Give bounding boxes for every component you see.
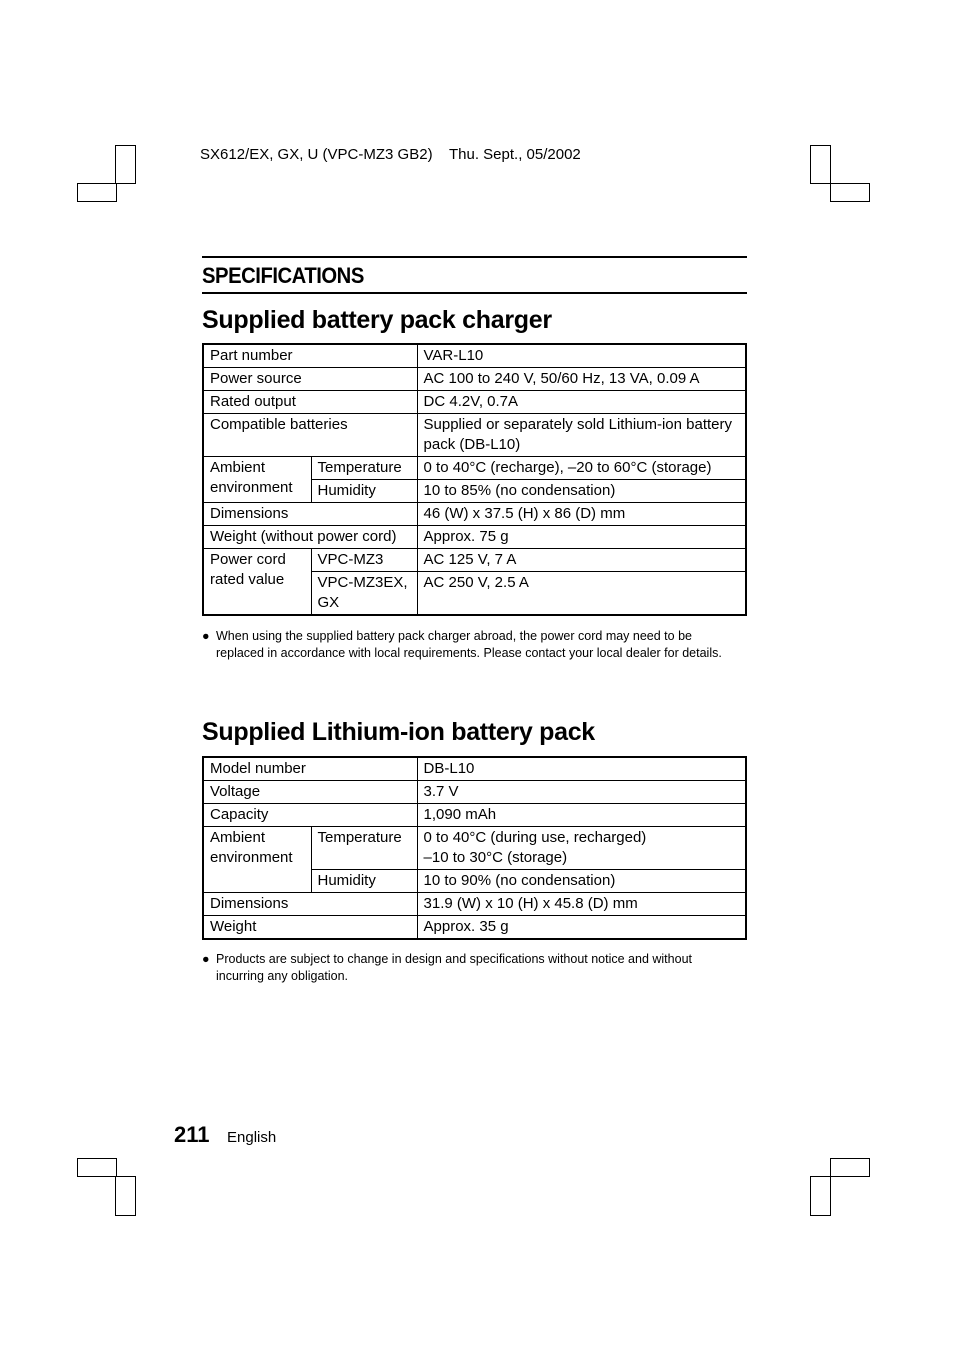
table-row [203, 549, 746, 572]
row-sublabel: Temperature [311, 827, 417, 870]
row-label: Ambient environment [203, 457, 311, 503]
temperature-line: –10 to 30°C (storage) [423, 849, 568, 866]
row-value: DB-L10 [417, 757, 746, 781]
charger-spec-table [202, 343, 747, 616]
table-row [203, 781, 746, 804]
crop-mark [810, 1176, 831, 1216]
row-value: 10 to 85% (no condensation) [417, 480, 746, 503]
table-row [203, 368, 746, 391]
section-title [202, 256, 747, 294]
crop-mark [830, 1158, 870, 1177]
table-row [203, 414, 746, 457]
table-row [203, 757, 746, 781]
row-label: Compatible batteries [203, 414, 417, 457]
crop-mark [115, 1176, 136, 1216]
crop-mark [810, 145, 831, 184]
row-sublabel: Humidity [311, 870, 417, 893]
row-value: AC 100 to 240 V, 50/60 Hz, 13 VA, 0.09 A [417, 368, 746, 391]
row-label: Dimensions [203, 503, 417, 526]
row-value: 31.9 (W) x 10 (H) x 45.8 (D) mm [417, 893, 746, 916]
page-number: 211 [174, 1122, 210, 1147]
row-label: Rated output [203, 391, 417, 414]
row-label: Weight [203, 916, 417, 940]
table-row [203, 804, 746, 827]
row-label: Part number [203, 344, 417, 368]
row-value: 0 to 40°C (recharge), –20 to 60°C (storage) [417, 457, 746, 480]
row-value: DC 4.2V, 0.7A [417, 391, 746, 414]
crop-mark [77, 183, 117, 202]
table-row [203, 344, 746, 368]
charger-note [202, 628, 742, 662]
bullet-icon: ● [202, 629, 210, 643]
row-value: AC 250 V, 2.5 A [417, 572, 746, 616]
row-value: VAR-L10 [417, 344, 746, 368]
row-value: 3.7 V [417, 781, 746, 804]
row-value: 46 (W) x 37.5 (H) x 86 (D) mm [417, 503, 746, 526]
battery-note [202, 951, 742, 985]
row-label: Power cord rated value [203, 549, 311, 616]
header-model: SX612/EX, GX, U (VPC-MZ3 GB2) [200, 146, 433, 163]
table-row [203, 503, 746, 526]
charger-heading: Supplied battery pack charger [202, 306, 552, 334]
row-value: Supplied or separately sold Lithium-ion battery pack (DB-L10) [417, 414, 746, 457]
row-label: Model number [203, 757, 417, 781]
section-title-text: SPECIFICATIONS [202, 263, 364, 288]
row-label: Dimensions [203, 893, 417, 916]
table-row [203, 827, 746, 870]
bullet-icon: ● [202, 952, 210, 966]
row-label: Capacity [203, 804, 417, 827]
row-sublabel: Temperature [311, 457, 417, 480]
crop-mark [830, 183, 870, 202]
row-value: 1,090 mAh [417, 804, 746, 827]
row-value [417, 827, 746, 870]
document-header [200, 146, 581, 163]
battery-heading: Supplied Lithium-ion battery pack [202, 718, 595, 746]
header-date: Thu. Sept., 05/2002 [448, 146, 581, 163]
battery-spec-table [202, 756, 747, 940]
temperature-line: 0 to 40°C (during use, recharged) [423, 829, 647, 846]
row-value: Approx. 75 g [417, 526, 746, 549]
table-row [203, 526, 746, 549]
table-row [203, 457, 746, 480]
row-label: Ambient environment [203, 827, 311, 893]
row-label: Weight (without power cord) [203, 526, 417, 549]
row-value: Approx. 35 g [417, 916, 746, 940]
row-label: Voltage [203, 781, 417, 804]
row-sublabel: VPC-MZ3EX, GX [311, 572, 417, 616]
note-text: When using the supplied battery pack charger abroad, the power cord may need to be replaced in accordance with local requirements. Please contact your local dealer for details. [216, 629, 722, 660]
row-value: 10 to 90% (no condensation) [417, 870, 746, 893]
page-language: English [227, 1129, 277, 1146]
table-row [203, 391, 746, 414]
table-row [203, 893, 746, 916]
crop-mark [77, 1158, 117, 1177]
row-label: Power source [203, 368, 417, 391]
row-sublabel: VPC-MZ3 [311, 549, 417, 572]
row-value: AC 125 V, 7 A [417, 549, 746, 572]
note-text: Products are subject to change in design and specifications without notice and without incurring any obligation. [216, 952, 692, 983]
table-row [203, 916, 746, 940]
row-sublabel: Humidity [311, 480, 417, 503]
crop-mark [115, 145, 136, 184]
